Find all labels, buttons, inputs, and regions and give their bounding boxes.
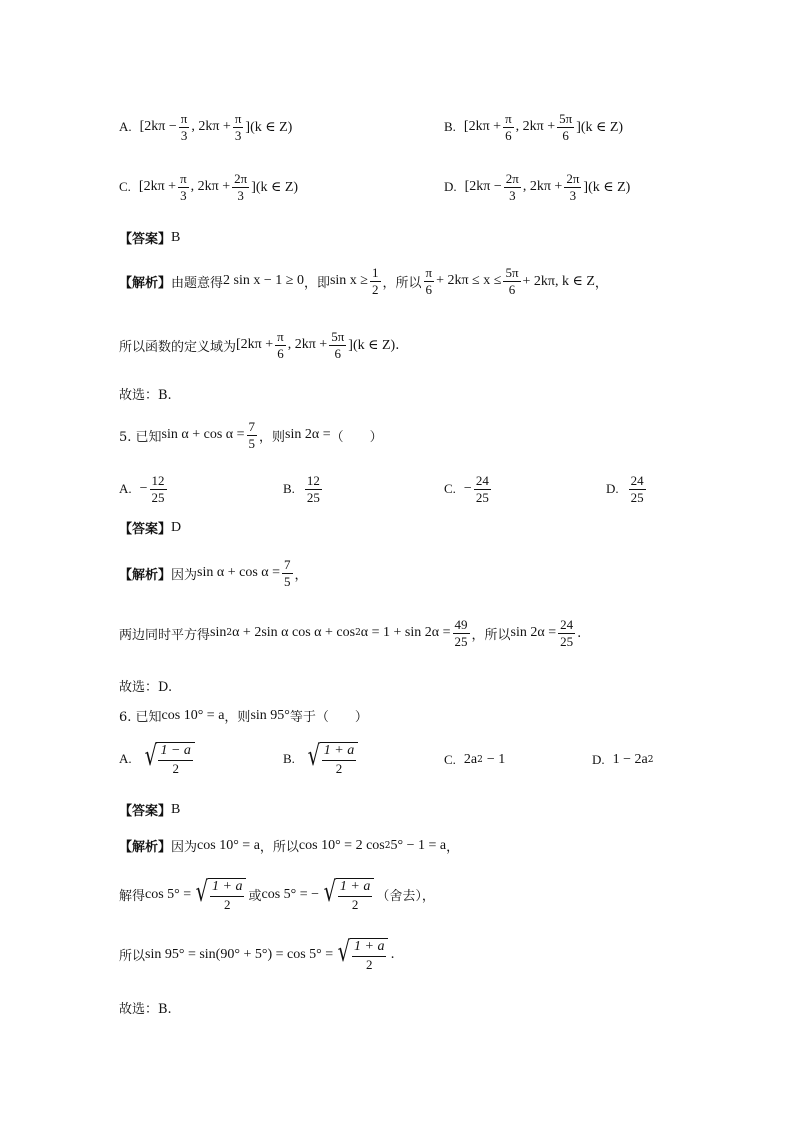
fraction: $\frac{5\pi}{6}$ (331, 329, 345, 361)
q5-stem: 5. 已知 sin α + cos α = $\frac{7}{5}$ ，则 sin 2α = （ ） (119, 419, 383, 451)
q5-analysis: 【解析】 因为 sin α + cos α = $\frac{7}{5}$ ， (119, 557, 308, 589)
q4-option-d: D. [2kπ − $\frac{2\pi}{3}$ , 2kπ + $\frac{2\pi}{3}$ ](k ∈ Z) (444, 171, 631, 203)
fraction: $\frac{2\pi}{3}$ (505, 171, 519, 203)
fraction: $\frac{5\pi}{6}$ (559, 111, 573, 143)
q6-option-c: C. 2a 2 − 1 (444, 752, 506, 767)
q4-answer: 【答案】 B (119, 229, 181, 247)
q5-option-b: B. $\frac{12}{25}$ (283, 473, 320, 505)
sqrt: √ $\frac{1 + a}{2}$ (321, 878, 374, 911)
sqrt: √ $\frac{1 + a}{2}$ (335, 938, 388, 971)
q5-option-c: C. − $\frac{24}{25}$ (444, 473, 489, 505)
fraction: $\frac{49}{25}$ (454, 617, 468, 649)
q4-option-b: B. [2kπ + $\frac{\pi}{6}$ , 2kπ + $\frac{5\pi}{6}$ ](k ∈ Z) (444, 111, 624, 143)
fraction: $\frac{\pi}{3}$ (234, 111, 242, 143)
q6-solve-line: 解得 cos 5° = √ $\frac{1 + a}{2}$ 或 cos 5° = − √ $\frac{1 + a}{2}$ （舍去）， (119, 875, 435, 912)
fraction: $\frac{\pi}{6}$ (425, 265, 433, 297)
fraction: $\frac{2\pi}{3}$ (234, 171, 248, 203)
fraction: $\frac{7}{5}$ (248, 419, 256, 451)
fraction: $\frac{12}{25}$ (151, 473, 165, 505)
q6-option-d: D. 1 − 2a 2 (592, 752, 654, 767)
q6-option-b: B. √ $\frac{1 + a}{2}$ (283, 742, 360, 775)
fraction: $\frac{2\pi}{3}$ (566, 171, 580, 203)
fraction: $\frac{24}{25}$ (560, 617, 574, 649)
fraction: $\frac{12}{25}$ (306, 473, 320, 505)
q5-option-a: A. − $\frac{12}{25}$ (119, 473, 165, 505)
q4-analysis: 【解析】 由题意得 2 sin x − 1 ≥ 0 ，即 sin x ≥ $\frac{1}{2}$ ，所以 $\frac{\pi}{6}$ + 2kπ ≤ x ≤ $\frac{5\pi}{6}$ + 2kπ, k ∈ Z ， (119, 265, 608, 297)
q6-final-line: 所以 sin 95° = sin(90° + 5°) = cos 5° = √ $\frac{1 + a}{2}$ . (119, 935, 395, 972)
fraction: $\frac{1}{2}$ (372, 265, 379, 297)
fraction: $\frac{24}{25}$ (475, 473, 489, 505)
fraction: $\frac{7}{5}$ (284, 557, 291, 589)
fraction: $\frac{5\pi}{6}$ (505, 265, 519, 297)
fraction: $\frac{\pi}{6}$ (277, 329, 284, 361)
sqrt: √ $\frac{1 - a}{2}$ (142, 742, 195, 775)
q6-answer: 【答案】 B (119, 801, 181, 819)
fraction: $\frac{24}{25}$ (630, 473, 644, 505)
q6-choice: 故选：B. (119, 1002, 172, 1017)
q5-option-d: D. $\frac{24}{25}$ (606, 473, 644, 505)
q6-option-a: A. √ $\frac{1 - a}{2}$ (119, 742, 197, 775)
sqrt: √ $\frac{1 + a}{2}$ (193, 878, 246, 911)
q4-option-a: A. [2kπ − $\frac{\pi}{3}$ , 2kπ + $\frac{\pi}{3}$ ](k ∈ Z) (119, 111, 293, 143)
q4-domain-line: 所以函数的定义域为 [2kπ + $\frac{\pi}{6}$ , 2kπ + $\frac{5\pi}{6}$ ](k ∈ Z) . (119, 329, 400, 361)
q4-choice: 故选：B. (119, 388, 172, 403)
fraction: $\frac{\pi}{3}$ (180, 111, 188, 143)
q5-answer: 【答案】 D (119, 519, 182, 537)
q4-option-c: C. [2kπ + $\frac{\pi}{3}$ , 2kπ + $\frac{2\pi}{3}$ ](k ∈ Z) (119, 171, 299, 203)
q5-choice: 故选：D. (119, 680, 173, 695)
fraction: $\frac{\pi}{3}$ (180, 171, 187, 203)
sqrt: √ $\frac{1 + a}{2}$ (305, 742, 358, 775)
q6-stem: 6. 已知 cos 10° = a ，则 sin 95° 等于（ ） (119, 707, 368, 725)
q6-analysis: 【解析】 因为 cos 10° = a ，所以 cos 10° = 2 cos 2 5° − 1 = a ， (119, 837, 460, 855)
fraction: $\frac{\pi}{6}$ (505, 111, 512, 143)
q5-square-line: 两边同时平方得 sin 2 α + 2sin α cos α + cos 2 α = 1 + sin 2α = $\frac{49}{25}$ ，所以 sin 2α = $\frac{24}{25}$ . (119, 617, 582, 649)
